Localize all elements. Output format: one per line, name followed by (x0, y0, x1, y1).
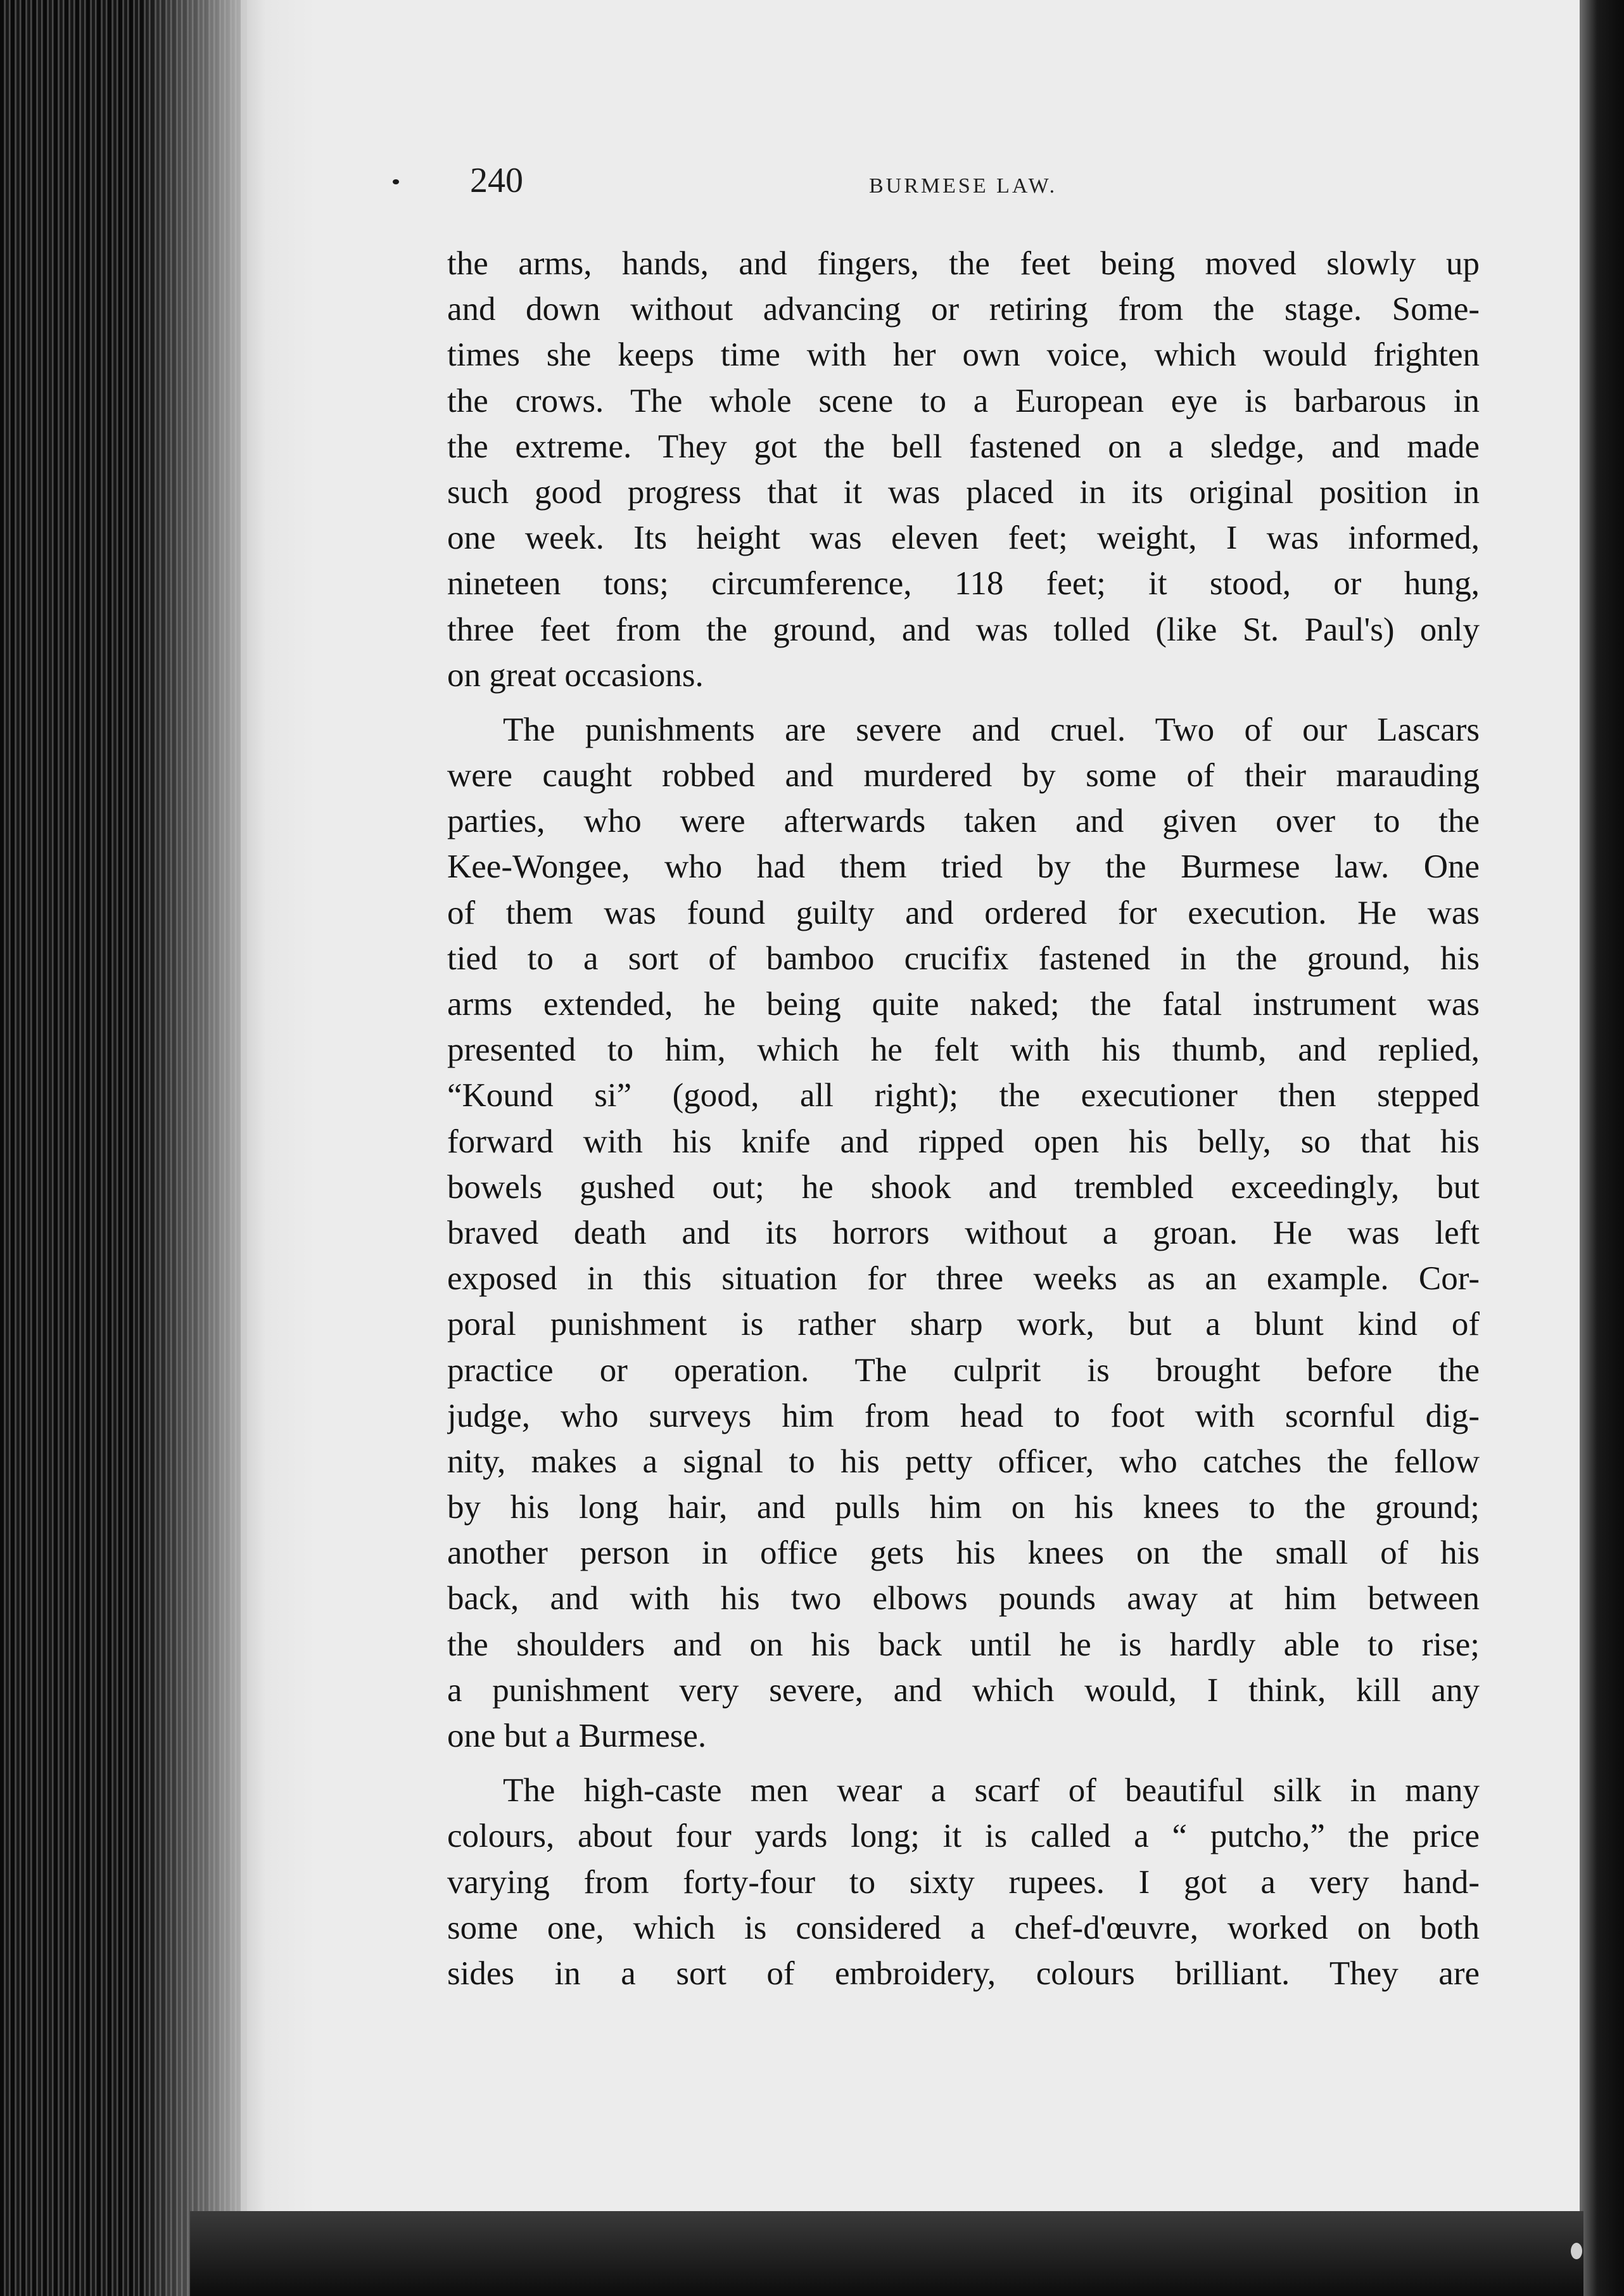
text-line: “Kound si” (good, all right); the executioner then stepped (447, 1077, 1480, 1114)
text-line: braved death and its horrors without a groan. He was left (447, 1214, 1480, 1251)
text-line: of them was found guilty and ordered for execution. He was (447, 894, 1480, 931)
paragraph-gap (447, 1759, 1480, 1768)
body-text (447, 241, 1480, 1996)
text-line: on great occasions. (447, 656, 704, 694)
text-line: one but a Burmese. (447, 1718, 707, 1754)
paragraph-3 (447, 1768, 1480, 1996)
text-line: back, and with his two elbows pounds away at him between (447, 1580, 1480, 1617)
text-line: one week. Its height was eleven feet; weight, I was informed, (447, 520, 1480, 557)
text-line: the crows. The whole scene to a European eye is barbarous in (447, 382, 1480, 419)
page-right-edge (1580, 0, 1624, 2296)
text-line: arms extended, he being quite naked; the fatal instrument was (447, 986, 1480, 1023)
text-line: Kee-Wongee, who had them tried by the Burmese law. One (447, 848, 1480, 886)
running-title: BURMESE LAW. (869, 174, 1058, 198)
text-line: practice or operation. The culprit is brought before the (447, 1351, 1480, 1389)
paragraph-1 (447, 241, 1480, 698)
text-line: the extreme. They got the bell fastened on a sledge, and made (447, 428, 1480, 465)
text-line: colours, about four yards long; it is called a “ putcho,” the price (447, 1818, 1480, 1855)
text-line: sides in a sort of embroidery, colours brilliant. They are (447, 1955, 1480, 1992)
text-line: some one, which is considered a chef-d'œuvre, worked on both (447, 1909, 1480, 1946)
text-line: tied to a sort of bamboo crucifix fastened in the ground, his (447, 940, 1480, 977)
page-bottom-edge (190, 2211, 1583, 2296)
page-number: 240 (470, 161, 523, 200)
text-line: by his long hair, and pulls him on his knees to the ground; (447, 1489, 1480, 1526)
text-line: poral punishment is rather sharp work, but a blunt kind of (447, 1306, 1480, 1343)
text-line: such good progress that it was placed in its original position in (447, 473, 1480, 511)
text-line: nineteen tons; circumference, 118 feet; it stood, or hung, (447, 565, 1480, 603)
text-line: nity, makes a signal to his petty officer, who catches the fellow (447, 1443, 1480, 1480)
print-speck (1571, 2243, 1582, 2259)
text-line: presented to him, which he felt with his thumb, and replied, (447, 1031, 1480, 1069)
text-line: The punishments are severe and cruel. Two of our Lascars (503, 711, 1480, 748)
text-line: three feet from the ground, and was tolled (like St. Paul's) only (447, 611, 1480, 648)
text-line: the arms, hands, and fingers, the feet being moved slowly up (447, 245, 1480, 282)
text-line: exposed in this situation for three weeks as an example. Cor- (447, 1260, 1480, 1298)
text-line: varying from forty-four to sixty rupees. I got a very hand- (447, 1863, 1480, 1901)
gutter-shadow (139, 0, 247, 2296)
text-line: forward with his knife and ripped open his belly, so that his (447, 1123, 1480, 1160)
text-line: another person in office gets his knees on the small of his (447, 1534, 1480, 1572)
text-line: bowels gushed out; he shook and trembled exceedingly, but (447, 1168, 1480, 1206)
text-line: parties, who were afterwards taken and given over to the (447, 803, 1480, 840)
text-line: and down without advancing or retiring from the stage. Some- (447, 291, 1480, 328)
text-line: were caught robbed and murdered by some of their marauding (447, 757, 1480, 794)
running-head (470, 155, 1471, 206)
text-line: The high-caste men wear a scarf of beautiful silk in many (503, 1772, 1480, 1809)
text-line: times she keeps time with her own voice, which would frighten (447, 336, 1480, 374)
text-line: the shoulders and on his back until he is hardly able to rise; (447, 1626, 1480, 1663)
paragraph-gap (447, 698, 1480, 707)
paragraph-2 (447, 707, 1480, 1759)
text-line: a punishment very severe, and which would, I think, kill any (447, 1671, 1480, 1709)
print-speck (393, 179, 399, 184)
text-line: judge, who surveys him from head to foot with scornful dig- (447, 1397, 1480, 1434)
